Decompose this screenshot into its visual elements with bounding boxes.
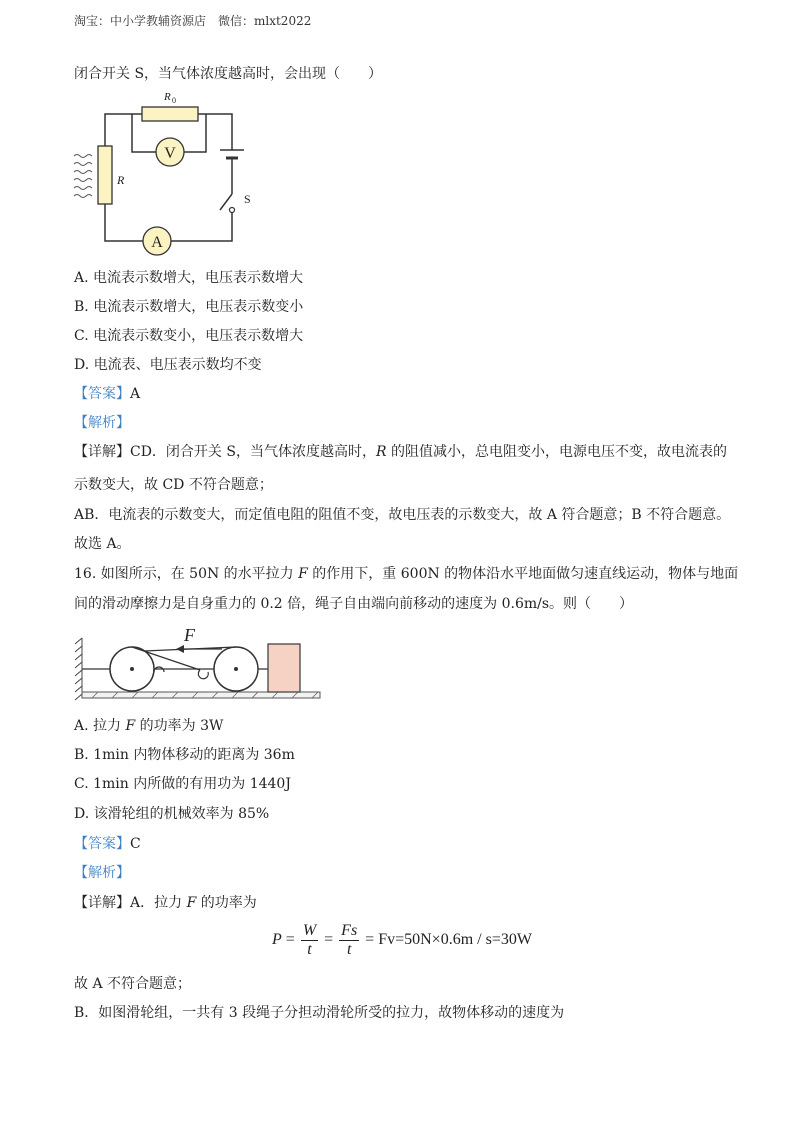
formula-p: P — [272, 931, 282, 949]
formula-eq: = — [365, 931, 375, 949]
q15-detail-4: 故选 A。 — [74, 536, 131, 552]
ammeter-label: A — [151, 234, 163, 251]
q16-option-c: C. 1min 内所做的有用功为 1440J — [74, 776, 291, 792]
q16-answer — [74, 834, 141, 854]
analysis-tag: 【解析】 — [74, 415, 130, 431]
formula-eq: = — [324, 931, 334, 949]
q16-stem-1 — [74, 564, 738, 584]
detail-text: 的功率为 — [196, 895, 257, 911]
q15-detail-3: AB．电流表的示数变大，而定值电阻的阻值不变，故电压表的示数变大，故 A 符合题意；B 不符合题意。 — [74, 507, 731, 523]
detail-text: CD．闭合开关 S，当气体浓度越高时， — [130, 444, 376, 460]
page-header: 淘宝：中小学教辅资源店 微信：mlxt2022 — [74, 14, 312, 28]
voltmeter-label: V — [164, 145, 176, 162]
detail-var: R — [375, 444, 387, 460]
circuit-diagram — [70, 86, 270, 258]
q15-detail-2: 示数变大，故 CD 不符合题意； — [74, 477, 273, 493]
formula-eq: = — [285, 931, 295, 949]
q16-detail-1 — [74, 893, 257, 913]
detail-var: F — [186, 895, 197, 911]
ground — [82, 692, 320, 698]
q15-option-b: B. 电流表示数增大，电压表示数变小 — [74, 299, 304, 315]
switch-contact — [230, 208, 235, 213]
q16-stem-2: 间的滑动摩擦力是自身重力的 0.2 倍，绳子自由端向前移动的速度为 0.6m/s。则（ ） — [74, 596, 634, 612]
answer-value: C — [130, 836, 141, 852]
q16-option-b: B. 1min 内物体移动的距离为 36m — [74, 747, 295, 763]
analysis-tag: 【解析】 — [74, 865, 130, 881]
detail-tag: 【详解】 — [74, 444, 130, 460]
detail-text: A．拉力 — [130, 895, 187, 911]
q15-detail-1 — [74, 442, 727, 462]
answer-value: A — [130, 386, 141, 402]
stem-text: 的作用下，重 600N 的物体沿水平地面做匀速直线运动，物体与地面 — [307, 566, 739, 582]
q16-option-a — [74, 716, 223, 736]
power-formula — [272, 922, 532, 959]
formula-tail: Fv=50N×0.6m / s=30W — [378, 931, 532, 949]
q15-stem: 闭合开关 S，当气体浓度越高时，会出现（ ） — [74, 66, 383, 82]
option-var: F — [125, 718, 136, 734]
q16-detail-2: 故 A 不符合题意； — [74, 976, 192, 992]
pulley-diagram — [72, 624, 324, 706]
q16-detail-3: B．如图滑轮组，一共有 3 段绳子分担动滑轮所受的拉力，故物体移动的速度为 — [74, 1005, 565, 1021]
r-label: R — [117, 173, 125, 187]
detail-tag: 【详解】 — [74, 895, 130, 911]
q15-option-a: A. 电流表示数增大，电压表示数增大 — [74, 270, 304, 286]
q16-analysis — [74, 863, 130, 883]
gas-wave-icon — [74, 155, 92, 198]
resistor-r — [98, 146, 112, 204]
q15-option-d: D. 电流表、电压表示数均不变 — [74, 357, 262, 373]
wall-hatch — [75, 638, 82, 700]
r0-subscript: 0 — [172, 96, 176, 105]
stem-text: 16. 如图所示，在 50N 的水平拉力 — [74, 566, 299, 582]
q16-option-d: D. 该滑轮组的机械效率为 85% — [74, 806, 270, 822]
r0-label: R — [164, 91, 171, 103]
q15-option-c: C. 电流表示数变小，电压表示数增大 — [74, 328, 304, 344]
force-label: F — [184, 625, 195, 645]
option-text: A. 拉力 — [74, 718, 126, 734]
answer-tag: 【答案】 — [74, 386, 130, 402]
fraction-fs-over-t: $\frac{Fs}{t}$ — [341, 922, 358, 958]
detail-text: 的阻值减小，总电阻变小，电源电压不变，故电流表的 — [386, 444, 727, 460]
resistor-r0 — [142, 107, 198, 121]
q15-answer — [74, 384, 140, 404]
option-text: 的功率为 3W — [135, 718, 224, 734]
stem-var: F — [298, 566, 308, 582]
answer-tag: 【答案】 — [74, 836, 130, 852]
fraction-w-over-t: $\frac{W}{t}$ — [302, 922, 317, 958]
q15-analysis — [74, 413, 130, 433]
block — [268, 644, 300, 692]
switch-label: S — [244, 192, 251, 206]
